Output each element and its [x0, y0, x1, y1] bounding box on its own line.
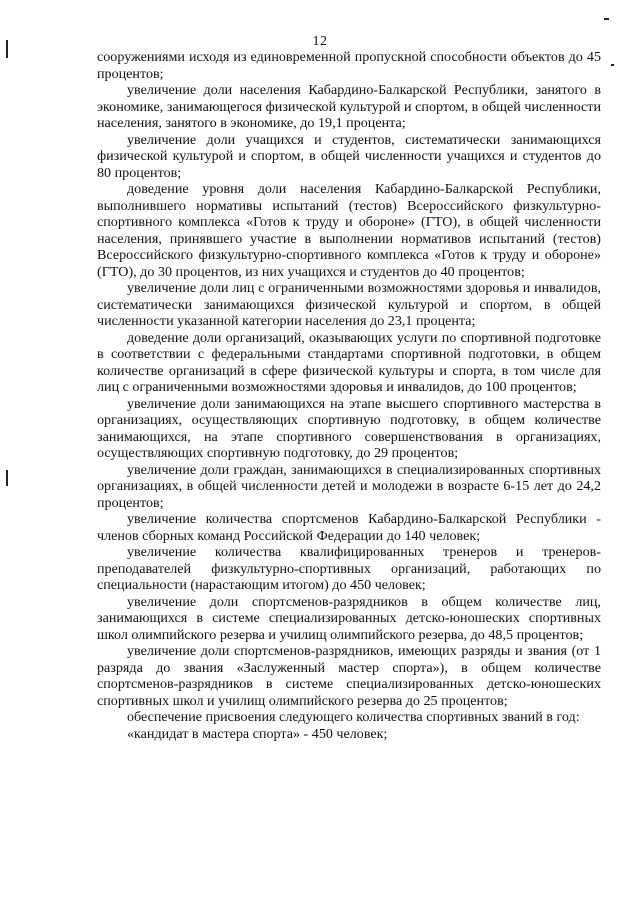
body-text [97, 49, 601, 742]
paragraph: обеспечение присвоения следующего количества спортивных званий в год: [127, 709, 580, 725]
paragraph: доведение уровня доли населения Кабардино-Балкарской Республики, выполнившего нормативы испытаний (тестов) Всероссийского физкультурно-спортивного комплекса «Готов к труду и обороне» (ГТО), в общей численности населения, принявшего участие в выполнении нормативов испытаний (тестов) Всероссийского физкультурно-спортивного комплекса «Готов к труду и обороне» (ГТО), до 30 процентов, из них учащихся и студентов до 40 процентов; [97, 181, 601, 280]
paragraph: увеличение доли лиц с ограниченными возможностями здоровья и инвалидов, систематически занимающихся физической культурой и спортом, в общей численности указанной категории населения до 23,1 процента; [97, 280, 601, 329]
paragraph: увеличение доли спортсменов-разрядников, имеющих разряды и звания (от 1 разряда до звания «Заслуженный мастер спорта»), в общем количестве спортсменов-разрядников в системе специализированных детско-юношеских спортивных школ и училищ олимпийского резерва до 25 процентов; [97, 643, 601, 709]
scan-margin-mark [611, 64, 614, 66]
paragraph: «кандидат в мастера спорта» - 450 человек; [127, 725, 388, 742]
paragraph: увеличение количества спортсменов Кабардино-Балкарской Республики - членов сборных команд Российской Федерации до 140 человек; [97, 511, 601, 544]
paragraph: увеличение доли граждан, занимающихся в специализированных спортивных организациях, в общей численности детей и молодежи в возрасте 6-15 лет до 24,2 процентов; [97, 461, 601, 511]
paragraph: увеличение количества квалифицированных тренеров и тренеров-преподавателей физкультурно-спортивных организаций, работающих по специальности (нарастающим итогом) до 450 человек; [97, 544, 601, 593]
paragraph: доведение доли организаций, оказывающих услуги по спортивной подготовке в соответствии с федеральными стандартами спортивной подготовки, в общем количестве организаций в сфере физической культуры и спорта, в том числе для лиц с ограниченными возможностями здоровья и инвалидов, до 100 процентов; [97, 329, 601, 395]
scan-margin-mark [604, 18, 609, 20]
paragraph: увеличение доли учащихся и студентов, систематически занимающихся физической культурой и спортом, в общей численности учащихся и студентов до 80 процентов; [97, 131, 601, 181]
page-number: 12 [312, 34, 328, 49]
scan-margin-mark [6, 470, 8, 486]
paragraph: сооружениями исходя из единовременной пропускной способности объектов до 45 процентов; [97, 49, 601, 82]
paragraph: увеличение доли населения Кабардино-Балкарской Республики, занятого в экономике, занимающегося физической культурой и спортом, в общей численности населения, занятого в экономике, до 19,1 процента; [97, 82, 601, 131]
paragraph: увеличение доли занимающихся на этапе высшего спортивного мастерства в организациях, осуществляющих спортивную подготовку, в общем количестве занимающихся, на этапе спортивного совершенствования в организациях, осуществляющих спортивную подготовку, до 29 процентов; [97, 395, 601, 461]
paragraph: увеличение доли спортсменов-разрядников в общем количестве лиц, занимающихся в системе специализированных детско-юношеских спортивных школ олимпийского резерва и училищ олимпийского резерва, до 48,5 процентов; [97, 593, 601, 643]
